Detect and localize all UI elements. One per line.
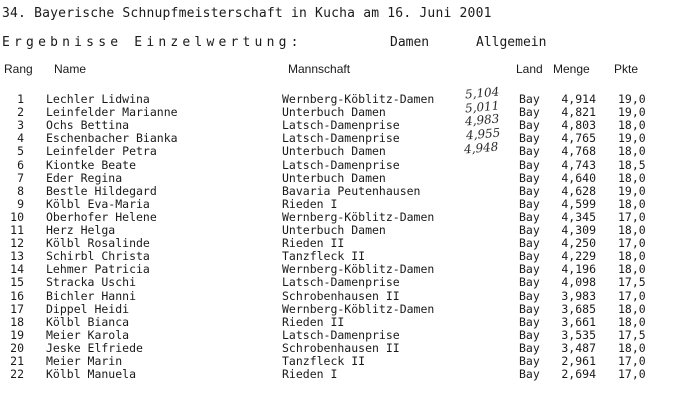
cell-pkte: 17,0 bbox=[618, 354, 646, 368]
cell-name: Schirbl Christa bbox=[46, 249, 150, 264]
cell-menge: 4,743 bbox=[561, 157, 596, 172]
cell-pkte: 17,5 bbox=[618, 327, 646, 342]
cell-menge: 2,961 bbox=[561, 354, 596, 368]
cell-team: Rieden II bbox=[282, 236, 345, 251]
cell-rang: 19 bbox=[10, 327, 24, 342]
cell-menge: 4,250 bbox=[561, 236, 596, 251]
cell-team: Wernberg-Köblitz-Damen bbox=[282, 209, 435, 224]
cell-team: Wernberg-Köblitz-Damen bbox=[282, 262, 435, 277]
cell-rang: 3 bbox=[17, 118, 24, 133]
header-rang: Rang bbox=[4, 62, 33, 76]
cell-pkte: 18,0 bbox=[618, 196, 646, 211]
cell-pkte: 18,0 bbox=[618, 118, 646, 133]
cell-team: Unterbuch Damen bbox=[282, 223, 386, 237]
subtitle-label: Ergebnisse Einzelwertung: bbox=[2, 35, 303, 50]
handwritten-note: 4,948 bbox=[463, 139, 499, 157]
cell-name: Stracka Uschi bbox=[46, 275, 137, 290]
cell-name: Leinfelder Marianne bbox=[46, 105, 178, 120]
cell-team: Unterbuch Damen bbox=[282, 105, 386, 120]
cell-menge: 4,821 bbox=[561, 105, 596, 120]
handwritten-note: 5,104 bbox=[464, 84, 500, 102]
cell-name: Kölbl Bianca bbox=[46, 314, 130, 329]
cell-pkte: 18,0 bbox=[618, 170, 646, 185]
cell-pkte: 19,0 bbox=[618, 92, 646, 106]
cell-rang: 1 bbox=[17, 92, 24, 106]
cell-name: Bestle Hildegard bbox=[46, 183, 157, 198]
cell-pkte: 18,0 bbox=[618, 262, 646, 277]
cell-name: Ochs Bettina bbox=[46, 118, 130, 133]
cell-land: Bay bbox=[519, 236, 540, 251]
cell-rang: 15 bbox=[10, 275, 24, 290]
cell-pkte: 18,5 bbox=[618, 157, 646, 172]
subtitle bbox=[2, 35, 547, 50]
cell-land: Bay bbox=[519, 314, 540, 329]
cell-land: Bay bbox=[519, 288, 540, 303]
table-row bbox=[0, 93, 680, 106]
header-pkte: Pkte bbox=[614, 62, 639, 76]
cell-name: Meier Karola bbox=[46, 327, 130, 342]
cell-pkte: 17,0 bbox=[618, 209, 646, 224]
cell-menge: 3,535 bbox=[561, 327, 596, 342]
cell-land: Bay bbox=[519, 170, 540, 185]
cell-land: Bay bbox=[519, 144, 540, 159]
cell-land: Bay bbox=[519, 354, 540, 368]
cell-rang: 20 bbox=[10, 340, 24, 355]
cell-team: Tanzfleck II bbox=[282, 249, 366, 264]
header-menge: Menge bbox=[553, 62, 590, 76]
cell-rang: 17 bbox=[10, 301, 24, 316]
cell-rang: 9 bbox=[17, 196, 24, 211]
cell-menge: 3,661 bbox=[561, 314, 596, 329]
cell-land: Bay bbox=[519, 301, 540, 316]
cell-team: Latsch-Damenprise bbox=[282, 275, 400, 290]
cell-land: Bay bbox=[519, 118, 540, 133]
table-row bbox=[0, 250, 680, 263]
cell-name: Kölbl Manuela bbox=[46, 367, 137, 382]
cell-name: Meier Marin bbox=[46, 354, 123, 368]
cell-name: Leinfelder Petra bbox=[46, 144, 157, 159]
cell-team: Wernberg-Köblitz-Damen bbox=[282, 301, 435, 316]
cell-land: Bay bbox=[519, 92, 540, 106]
cell-name: Lechler Lidwina bbox=[46, 92, 150, 106]
cell-name: Kiontke Beate bbox=[46, 157, 137, 172]
cell-pkte: 18,0 bbox=[618, 144, 646, 159]
cell-pkte: 18,0 bbox=[618, 340, 646, 355]
cell-menge: 4,628 bbox=[561, 183, 596, 198]
cell-menge: 2,694 bbox=[561, 367, 596, 382]
cell-team: Rieden I bbox=[282, 367, 338, 382]
cell-menge: 4,345 bbox=[561, 209, 596, 224]
cell-name: Herz Helga bbox=[46, 223, 116, 237]
cell-name: Kölbl Eva-Maria bbox=[46, 196, 150, 211]
cell-name: Lehmer Patricia bbox=[46, 262, 150, 277]
category-women: Damen bbox=[390, 35, 430, 50]
cell-land: Bay bbox=[519, 196, 540, 211]
cell-team: Tanzfleck II bbox=[282, 354, 366, 368]
cell-rang: 21 bbox=[10, 354, 24, 368]
document-title: 34. Bayerische Schnupfmeisterschaft in Kucha am 16. Juni 2001 bbox=[2, 6, 492, 21]
cell-rang: 2 bbox=[17, 105, 24, 120]
table-row bbox=[0, 172, 680, 185]
cell-team: Latsch-Damenprise bbox=[282, 131, 400, 146]
cell-rang: 18 bbox=[10, 314, 24, 329]
cell-menge: 3,983 bbox=[561, 288, 596, 303]
cell-menge: 4,098 bbox=[561, 275, 596, 290]
cell-pkte: 17,0 bbox=[618, 367, 646, 382]
cell-team: Unterbuch Damen bbox=[282, 170, 386, 185]
table-row bbox=[0, 303, 680, 316]
category-general: Allgemein bbox=[476, 35, 547, 50]
cell-menge: 3,685 bbox=[561, 301, 596, 316]
cell-team: Schrobenhausen II bbox=[282, 340, 400, 355]
cell-name: Eder Regina bbox=[46, 170, 123, 185]
cell-rang: 12 bbox=[10, 236, 24, 251]
table-row bbox=[0, 276, 680, 289]
cell-land: Bay bbox=[519, 249, 540, 264]
cell-rang: 7 bbox=[17, 170, 24, 185]
table-row bbox=[0, 211, 680, 224]
cell-rang: 13 bbox=[10, 249, 24, 264]
cell-name: Eschenbacher Bianka bbox=[46, 131, 178, 146]
table-row bbox=[0, 198, 680, 211]
cell-rang: 4 bbox=[17, 131, 24, 146]
cell-team: Latsch-Damenprise bbox=[282, 157, 400, 172]
cell-land: Bay bbox=[519, 275, 540, 290]
cell-land: Bay bbox=[519, 209, 540, 224]
cell-team: Latsch-Damenprise bbox=[282, 327, 400, 342]
cell-land: Bay bbox=[519, 327, 540, 342]
cell-land: Bay bbox=[519, 131, 540, 146]
table-row bbox=[0, 290, 680, 303]
cell-rang: 5 bbox=[17, 144, 24, 159]
header-team: Mannschaft bbox=[288, 62, 351, 76]
cell-team: Rieden I bbox=[282, 196, 338, 211]
handwritten-note: 5,011 bbox=[464, 98, 500, 116]
cell-pkte: 18,0 bbox=[618, 314, 646, 329]
table-row bbox=[0, 106, 680, 119]
cell-pkte: 17,5 bbox=[618, 275, 646, 290]
table-row bbox=[0, 145, 680, 158]
cell-pkte: 17,0 bbox=[618, 236, 646, 251]
cell-menge: 4,196 bbox=[561, 262, 596, 277]
cell-name: Jeske Elfriede bbox=[46, 340, 143, 355]
cell-team: Bavaria Peutenhausen bbox=[282, 183, 421, 198]
cell-land: Bay bbox=[519, 262, 540, 277]
cell-pkte: 19,0 bbox=[618, 105, 646, 120]
table-row bbox=[0, 224, 680, 237]
cell-rang: 11 bbox=[10, 223, 24, 237]
table-row bbox=[0, 132, 680, 145]
cell-team: Unterbuch Damen bbox=[282, 144, 386, 159]
cell-pkte: 18,0 bbox=[618, 223, 646, 237]
cell-menge: 4,309 bbox=[561, 223, 596, 237]
table-row bbox=[0, 355, 680, 368]
cell-land: Bay bbox=[519, 223, 540, 237]
table-row bbox=[0, 185, 680, 198]
cell-rang: 8 bbox=[17, 183, 24, 198]
cell-menge: 4,768 bbox=[561, 144, 596, 159]
cell-pkte: 17,0 bbox=[618, 288, 646, 303]
cell-pkte: 19,0 bbox=[618, 183, 646, 198]
table-row bbox=[0, 342, 680, 355]
cell-menge: 4,914 bbox=[561, 92, 596, 106]
cell-pkte: 18,0 bbox=[618, 249, 646, 264]
cell-name: Oberhofer Helene bbox=[46, 209, 157, 224]
cell-pkte: 18,0 bbox=[618, 301, 646, 316]
table-row bbox=[0, 237, 680, 250]
header-name: Name bbox=[54, 62, 87, 76]
cell-rang: 10 bbox=[10, 209, 24, 224]
table-row bbox=[0, 316, 680, 329]
cell-rang: 16 bbox=[10, 288, 24, 303]
cell-team: Wernberg-Köblitz-Damen bbox=[282, 92, 435, 106]
cell-land: Bay bbox=[519, 157, 540, 172]
cell-rang: 14 bbox=[10, 262, 24, 277]
handwritten-note: 4,983 bbox=[464, 111, 500, 129]
cell-name: Dippel Heidi bbox=[46, 301, 130, 316]
cell-team: Latsch-Damenprise bbox=[282, 118, 400, 133]
cell-team: Rieden II bbox=[282, 314, 345, 329]
cell-team: Schrobenhausen II bbox=[282, 288, 400, 303]
table-row bbox=[0, 159, 680, 172]
cell-pkte: 19,0 bbox=[618, 131, 646, 146]
cell-name: Bichler Hanni bbox=[46, 288, 137, 303]
cell-name: Kölbl Rosalinde bbox=[46, 236, 150, 251]
cell-menge: 4,640 bbox=[561, 170, 596, 185]
cell-menge: 3,487 bbox=[561, 340, 596, 355]
header-land: Land bbox=[516, 62, 543, 76]
cell-land: Bay bbox=[519, 105, 540, 120]
cell-rang: 22 bbox=[10, 367, 24, 382]
handwritten-note: 4,955 bbox=[465, 125, 501, 143]
cell-rang: 6 bbox=[17, 157, 24, 172]
table-row bbox=[0, 368, 680, 381]
cell-land: Bay bbox=[519, 183, 540, 198]
cell-land: Bay bbox=[519, 367, 540, 382]
cell-menge: 4,229 bbox=[561, 249, 596, 264]
table-row bbox=[0, 329, 680, 342]
table-row bbox=[0, 263, 680, 276]
cell-menge: 4,803 bbox=[561, 118, 596, 133]
cell-land: Bay bbox=[519, 340, 540, 355]
table-row bbox=[0, 119, 680, 132]
cell-menge: 4,765 bbox=[561, 131, 596, 146]
cell-menge: 4,599 bbox=[561, 196, 596, 211]
